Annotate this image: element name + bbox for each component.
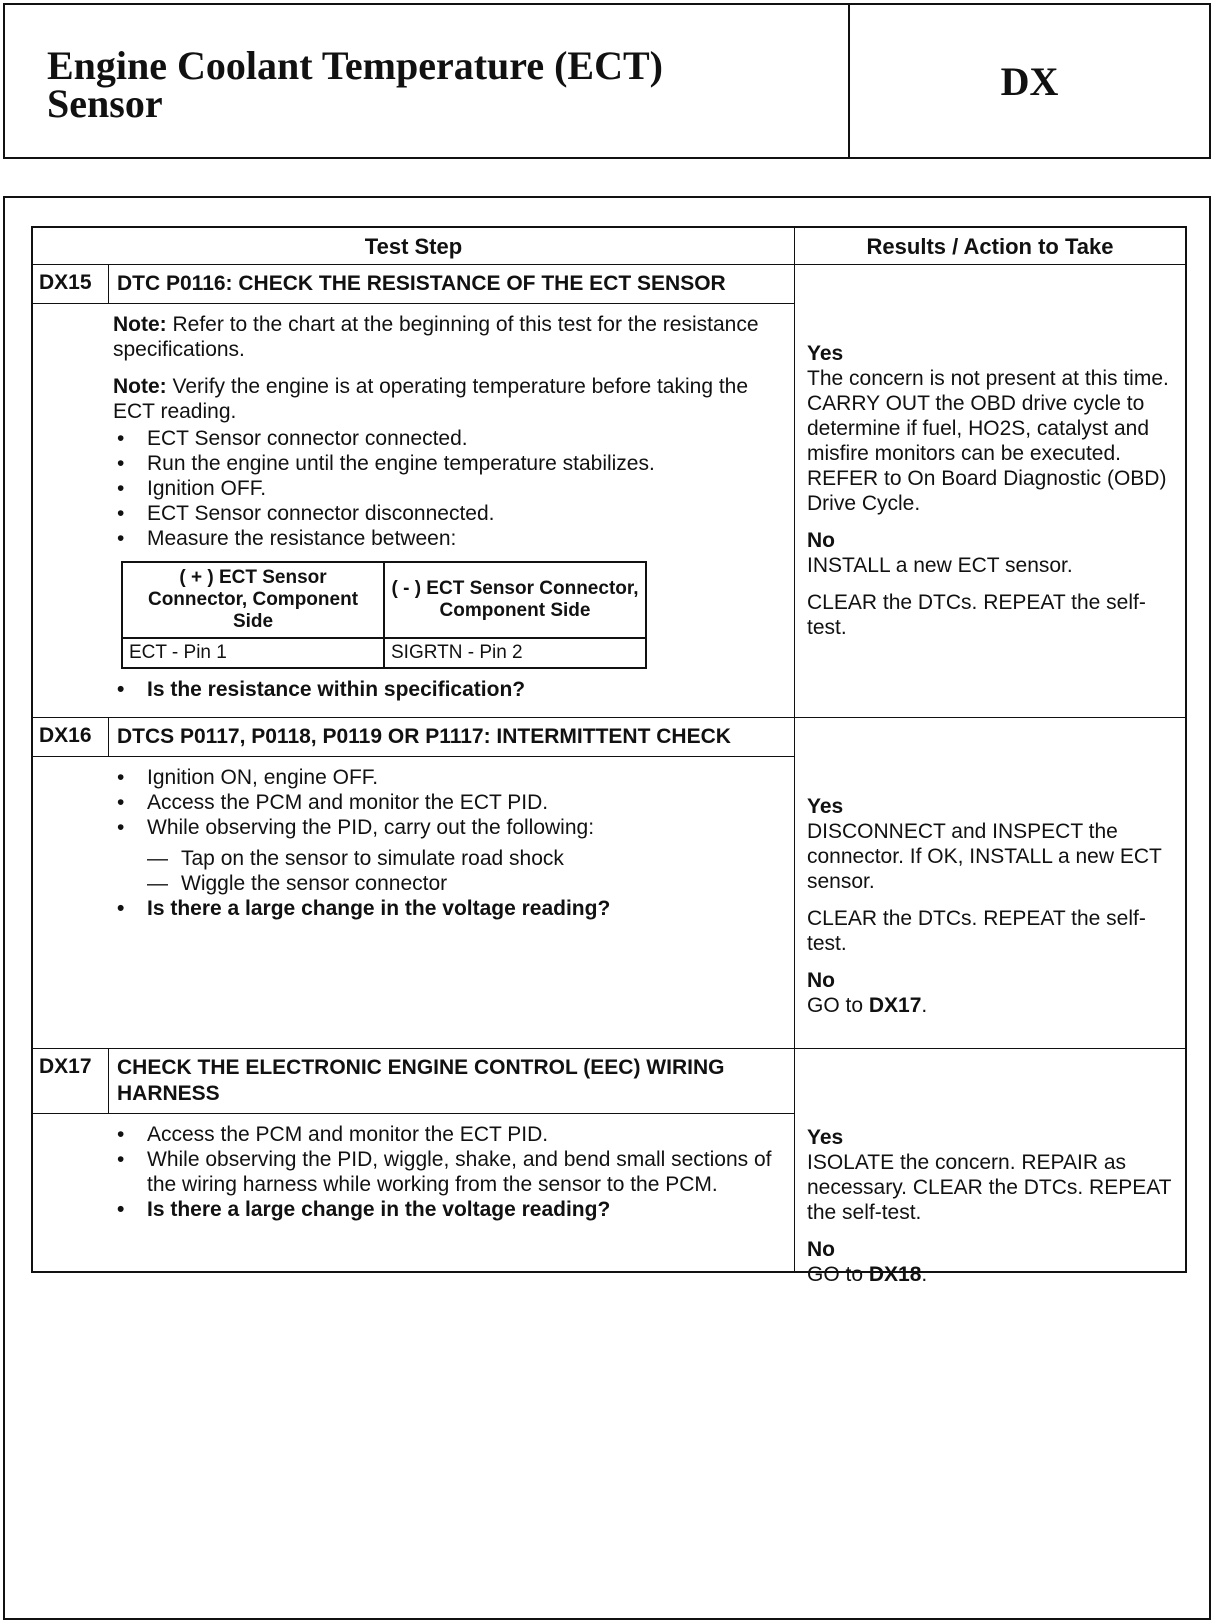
step-reference: DX18 [868,1263,922,1286]
column-header-test-step: Test Step [33,228,795,264]
pin-table-header-positive: ( + ) ECT Sensor Connector, Component Side [122,562,384,638]
step-title: DTCS P0117, P0118, P0119 OR P1117: INTERMITTENT CHECK [117,725,731,748]
results-cell [795,265,1185,717]
step-number: DX17 [33,1049,109,1113]
no-label: No [807,529,835,552]
results-body [795,718,1185,1040]
yes-text: ISOLATE the concern. REPAIR as necessary. CLEAR the DTCs. REPEAT the self-test. [807,1151,1172,1224]
test-step-cell [33,265,795,717]
pin-table-cell-negative: SIGRTN - Pin 2 [384,638,646,668]
step-header [33,1049,794,1114]
no-text: INSTALL a new ECT sensor. [807,554,1073,577]
note-text: Verify the engine is at operating temperature before taking the ECT reading. [113,375,749,423]
yes-text: DISCONNECT and INSPECT the connector. If OK, INSTALL a new ECT sensor. [807,820,1162,893]
no-prefix: GO to [807,994,869,1017]
table-row [33,1048,1185,1286]
table-header-row [33,228,1185,264]
section-code: DX [1000,58,1059,104]
page-header [3,3,1211,159]
bullet-item: • Access the PCM and monitor the ECT PID. [113,790,774,815]
table-row [33,717,1185,1048]
step-bullets [113,765,774,840]
content-frame [3,196,1211,1620]
bullet-item: • While observing the PID, wiggle, shake, and bend small sections of the wiring harness while working from the sensor to the PCM. [113,1147,774,1197]
step-question [113,896,774,921]
no-label: No [807,969,835,992]
sub-item: — Tap on the sensor to simulate road shock [147,846,774,871]
note [113,374,774,424]
step-reference: DX17 [868,994,922,1017]
bullet-item: • Ignition ON, engine OFF. [113,765,774,790]
sub-item: — Wiggle the sensor connector [147,871,774,896]
pin-table-header-negative: ( - ) ECT Sensor Connector, Component Side [384,562,646,638]
no-prefix: GO to [807,1263,869,1286]
note-label: Note: [113,313,167,336]
step-body [33,757,794,931]
note-text: Refer to the chart at the beginning of this test for the resistance specifications. [113,313,759,361]
yes-label: Yes [807,342,844,365]
no-text: CLEAR the DTCs. REPEAT the self-test. [807,591,1146,639]
yes-text: CLEAR the DTCs. REPEAT the self-test. [807,907,1146,955]
question-item: • Is the resistance within specification? [113,677,774,702]
column-header-results: Results / Action to Take [866,234,1114,259]
no-text [807,1262,1175,1287]
bullet-item: • ECT Sensor connector connected. [113,426,774,451]
bullet-item: • Access the PCM and monitor the ECT PID. [113,1122,774,1147]
pin-table [121,561,647,669]
diagnostic-table [31,226,1187,1286]
note-label: Note: [113,375,167,398]
yes-label: Yes [807,795,844,818]
note [113,312,774,362]
step-sub-items [113,846,774,896]
question-item: • Is there a large change in the voltage reading? [113,1197,774,1222]
step-number: DX15 [33,265,109,303]
test-step-cell [33,1049,795,1271]
no-text [807,993,1175,1018]
step-header [33,265,794,304]
pin-table-cell-positive: ECT - Pin 1 [122,638,384,668]
step-title: CHECK THE ELECTRONIC ENGINE CONTROL (EEC) WIRING HARNESS [117,1056,725,1105]
step-bullets [113,1122,774,1222]
step-question [113,677,774,702]
bullet-item: • ECT Sensor connector disconnected. [113,501,774,526]
bullet-item: • While observing the PID, carry out the following: [113,815,774,840]
results-cell [795,1049,1185,1286]
question-item: • Is there a large change in the voltage reading? [113,896,774,921]
step-body [33,1114,794,1232]
table-row [33,264,1185,717]
no-label: No [807,1238,835,1261]
page-title [5,5,850,157]
no-suffix: . [921,994,928,1017]
no-suffix: . [921,1263,928,1286]
step-body [33,304,794,712]
bullet-item: • Ignition OFF. [113,476,774,501]
bullet-item: • Run the engine until the engine temperature stabilizes. [113,451,774,476]
results-cell [795,718,1185,1048]
yes-label: Yes [807,1126,844,1149]
title-line-2: Sensor [47,81,163,126]
bullet-item: • Measure the resistance between: [113,526,774,551]
results-body [795,1049,1185,1297]
step-title: DTC P0116: CHECK THE RESISTANCE OF THE ECT SENSOR [117,272,726,295]
step-number: DX16 [33,718,109,756]
yes-text: The concern is not present at this time. CARRY OUT the OBD drive cycle to determine if fuel, HO2S, catalyst and misfire monitors can be executed. REFER to On Board Diagnostic (OBD) Drive Cycle. [807,367,1169,515]
title-line-1: Engine Coolant Temperature (ECT) [47,43,663,88]
step-header [33,718,794,757]
results-body [795,265,1185,662]
test-step-cell [33,718,795,1048]
step-bullets [113,426,774,551]
